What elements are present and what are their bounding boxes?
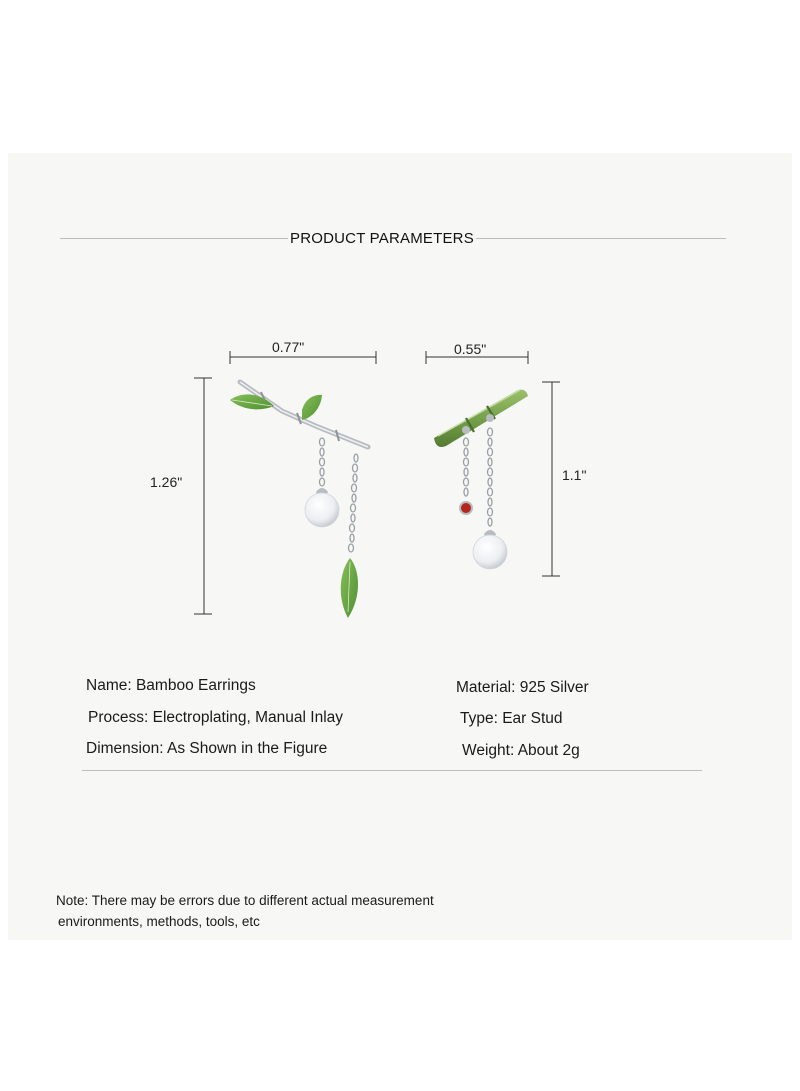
spec-dimension: Dimension: As Shown in the Figure [86, 740, 328, 757]
left-height-measure [194, 378, 212, 614]
left-earring [230, 382, 368, 618]
right-height-label: 1.1" [562, 467, 587, 483]
leaf-upper [302, 395, 322, 420]
long-chain [349, 454, 359, 552]
garnet-stone [460, 502, 472, 514]
specs-divider [82, 770, 702, 771]
pearl-left [305, 493, 339, 527]
pearl-chain [488, 428, 493, 526]
spec-process: Process: Electroplating, Manual Inlay [88, 709, 344, 726]
dangling-leaf [341, 558, 358, 618]
right-width-label: 0.55" [454, 341, 487, 357]
left-width-label: 0.77" [272, 339, 305, 355]
spec-material: Material: 925 Silver [456, 679, 589, 696]
left-height-label: 1.26" [150, 474, 183, 490]
spec-name: Name: Bamboo Earrings [86, 677, 256, 694]
spec-weight: Weight: About 2g [462, 742, 580, 759]
pearl-right [473, 535, 507, 569]
page-title: PRODUCT PARAMETERS [290, 230, 474, 247]
green-bamboo-stud [434, 390, 528, 447]
right-earring [434, 390, 528, 569]
garnet-chain [464, 438, 469, 496]
right-height-measure [542, 382, 560, 576]
note-line-1: Note: There may be errors due to different actual measurement [56, 893, 434, 908]
short-chain [320, 438, 325, 486]
leaf-left [230, 394, 274, 409]
note-line-2: environments, methods, tools, etc [58, 914, 260, 929]
spec-type: Type: Ear Stud [460, 710, 563, 727]
